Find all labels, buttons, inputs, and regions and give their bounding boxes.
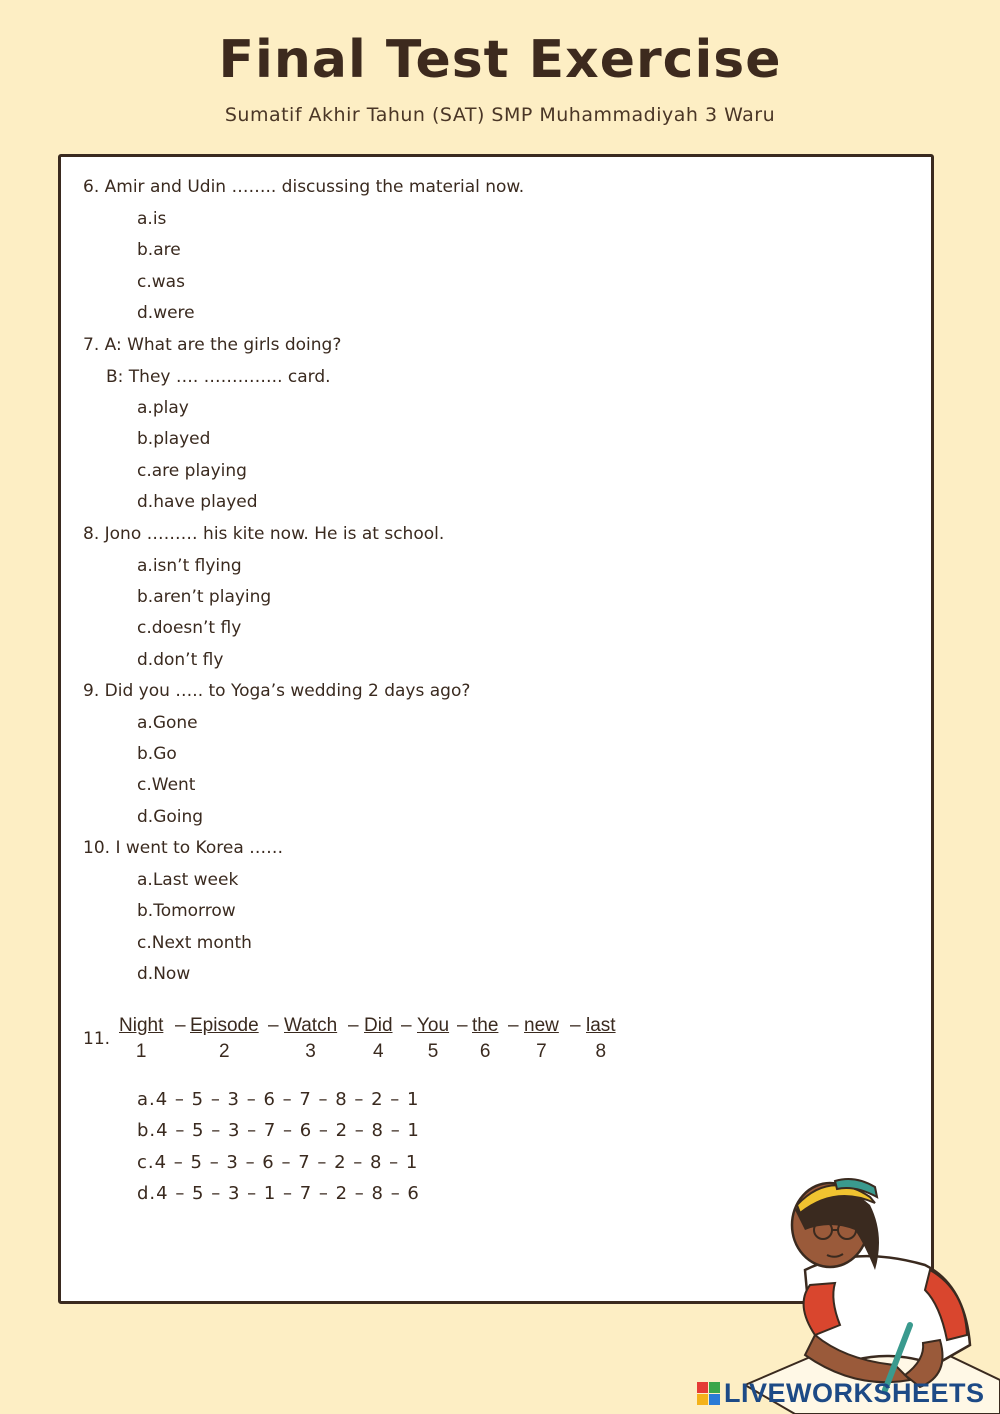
brand-name: LIVEWORKSHEETS: [724, 1378, 985, 1408]
question-text: Amir and Udin …….. discussing the material now.: [104, 177, 525, 197]
word: You: [417, 1015, 450, 1036]
question-number: 9.: [83, 681, 100, 701]
separator: –: [457, 1015, 468, 1036]
option-11b[interactable]: b.4 – 5 – 3 – 7 – 6 – 2 – 8 – 1: [137, 1120, 420, 1141]
separator: –: [348, 1015, 359, 1036]
option-10b[interactable]: b.Tomorrow: [137, 901, 236, 921]
word: Did: [364, 1015, 393, 1036]
word: Episode: [190, 1015, 259, 1036]
option-6b[interactable]: b.are: [137, 240, 181, 260]
word: Night: [119, 1015, 164, 1036]
separator: –: [175, 1015, 186, 1036]
word-item: [119, 1015, 163, 1063]
word-number: 5: [427, 1041, 439, 1062]
option-6a[interactable]: a.is: [137, 209, 167, 229]
option-7a[interactable]: a.play: [137, 398, 189, 418]
option-9d[interactable]: d.Going: [137, 807, 204, 827]
liveworksheets-logo-icon: [697, 1382, 721, 1406]
separator: –: [508, 1015, 519, 1036]
question-10: [83, 838, 283, 858]
word-item: [190, 1015, 259, 1063]
separator: –: [268, 1015, 279, 1036]
word: new: [524, 1015, 559, 1036]
option-10d[interactable]: d.Now: [137, 964, 191, 984]
question-number: 10.: [83, 838, 111, 858]
option-8c[interactable]: c.doesn’t fly: [137, 618, 242, 638]
word-item: [524, 1015, 559, 1063]
option-9c[interactable]: c.Went: [137, 775, 196, 795]
word-number: 1: [135, 1041, 147, 1062]
option-6d[interactable]: d.were: [137, 303, 195, 323]
question-8: [83, 524, 444, 544]
question-text: Did you ….. to Yoga’s wedding 2 days ago?: [104, 681, 471, 701]
option-8b[interactable]: b.aren’t playing: [137, 587, 272, 607]
question-text: I went to Korea ……: [115, 838, 284, 858]
word: Watch: [284, 1015, 338, 1036]
option-9b[interactable]: b.Go: [137, 744, 177, 764]
question-9: [83, 681, 470, 701]
worksheet-paper: [58, 154, 934, 1304]
option-6c[interactable]: c.was: [137, 272, 185, 292]
separator: –: [570, 1015, 581, 1036]
word: the: [472, 1015, 499, 1036]
option-7b[interactable]: b.played: [137, 429, 211, 449]
word-number: 6: [479, 1041, 491, 1062]
word-item: [472, 1015, 498, 1063]
page-title: Final Test Exercise: [218, 30, 782, 90]
option-10c[interactable]: c.Next month: [137, 933, 252, 953]
word-number: 2: [219, 1041, 230, 1062]
question-7: [83, 335, 341, 355]
word-number: 8: [595, 1041, 607, 1062]
word-number: 4: [372, 1041, 384, 1062]
word-item: [284, 1015, 337, 1063]
question-number: 8.: [83, 524, 100, 544]
question-number: 7.: [83, 335, 100, 355]
word-item: [586, 1015, 616, 1063]
word: last: [586, 1015, 616, 1036]
option-11c[interactable]: c.4 – 5 – 3 – 6 – 7 – 2 – 8 – 1: [137, 1152, 419, 1173]
page-subtitle: Sumatif Akhir Tahun (SAT) SMP Muhammadiyah 3 Waru: [224, 104, 776, 126]
option-11d[interactable]: d.4 – 5 – 3 – 1 – 7 – 2 – 8 – 6: [137, 1183, 420, 1204]
question-number: 6.: [83, 177, 100, 197]
option-9a[interactable]: a.Gone: [137, 713, 198, 733]
option-11a[interactable]: a.4 – 5 – 3 – 6 – 7 – 8 – 2 – 1: [137, 1089, 420, 1110]
word-item: [417, 1015, 449, 1063]
question-11-number: 11.: [83, 1029, 111, 1049]
option-10a[interactable]: a.Last week: [137, 870, 239, 890]
option-7c[interactable]: c.are playing: [137, 461, 247, 481]
option-8d[interactable]: d.don’t fly: [137, 650, 224, 670]
question-7-line2: B: They …. ………….. card.: [106, 367, 331, 387]
question-6: [83, 177, 524, 197]
word-number: 3: [305, 1041, 316, 1062]
word-number: 7: [536, 1041, 547, 1062]
question-text: Jono ……… his kite now. He is at school.: [104, 524, 445, 544]
option-8a[interactable]: a.isn’t flying: [137, 556, 242, 576]
option-7d[interactable]: d.have played: [137, 492, 258, 512]
word-item: [364, 1015, 393, 1063]
question-text: A: What are the girls doing?: [104, 335, 342, 355]
separator: –: [401, 1015, 412, 1036]
